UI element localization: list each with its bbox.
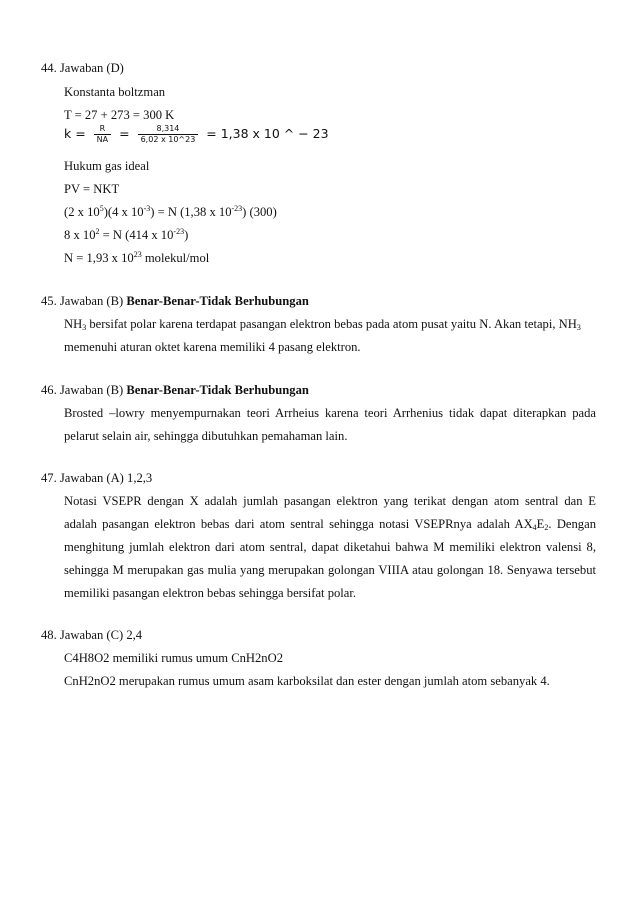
q48-line-2: CnH2nO2 merupakan rumus umum asam karboksilat dan ester dengan jumlah atom sebanyak 4.	[64, 674, 550, 688]
frac-denominator-avogadro: 6,02 x 10^23	[140, 135, 196, 144]
fraction-value	[138, 124, 199, 145]
q44-answer: 44. Jawaban (D)	[41, 61, 124, 75]
q44-line-pv-nkt: PV = NKT	[64, 182, 120, 196]
q45-answer: 45. Jawaban (B) Benar-Benar-Tidak Berhubungan	[41, 294, 309, 308]
q46-answer: 46. Jawaban (B) Benar-Benar-Tidak Berhubungan	[41, 383, 309, 397]
q45-line-2: memenuhi aturan oktet karena memiliki 4 pasang elektron.	[64, 340, 361, 354]
q44-boltzmann-equation	[64, 124, 329, 145]
q47-answer: 47. Jawaban (A) 1,2,3	[41, 471, 153, 485]
q48-line-1: C4H8O2 memiliki rumus umum CnH2nO2	[64, 651, 283, 665]
q48-answer: 48. Jawaban (C) 2,4	[41, 628, 143, 642]
q45-line-1: $NH_3$ bersifat polar karena terdapat pasangan elektron bebas pada atom pusat yaitu N. Akan tetapi, $NH_3$	[64, 317, 581, 332]
q47-line-2: adalah pasangan elektron bebas dari atom sentral sehingga notasi VSEPRnya adalah $AX_4E_2$. Dengan	[64, 517, 596, 532]
q44-line-temperature: T = 27 + 273 = 300 K	[64, 108, 175, 122]
k-result: = 1,38 x 10 ^ − 23	[206, 126, 329, 141]
frac-denominator-na: NA	[96, 135, 109, 144]
frac-numerator-8314: 8,314	[138, 124, 199, 135]
q47-line-3: menghitung jumlah elektron dari atom sentral, dapat diketahui bahwa M memiliki elektron valensi 8,	[64, 540, 596, 554]
q46-line-2: pelarut selain air, sehingga dibutuhkan pemahaman lain.	[64, 429, 348, 443]
q47-line-1: Notasi VSEPR dengan X adalah jumlah pasangan elektron yang terikat dengan atom sentral dan E	[64, 494, 596, 508]
q46-line-1: Brosted –lowry menyempurnakan teori Arrheius karena teori Arrhenius tidak dapat diterapkan pada	[64, 406, 596, 420]
q44-line-simplified: 8 x $10^2 = N$ (414 x $10^{-23}$)	[64, 227, 189, 242]
q44-line-substitution: (2 x $10^5)(4$ x $10^{-3}) = N$ (1,38 x $10^{-23}$) (300)	[64, 204, 277, 219]
k-lhs: k =	[64, 126, 86, 141]
q47-line-4: sehingga M merupakan gas mulia yang merupakan golongan VIIIA atau golongan 18. Senyawa tersebut	[64, 563, 596, 577]
q44-line-hukum-gas: Hukum gas ideal	[64, 159, 150, 173]
q47-line-5: memiliki pasangan elektron bebas sehingga bersifat polar.	[64, 586, 357, 600]
q44-line-result: N = 1,93 x $10^{23}$ molekul/mol	[64, 250, 210, 265]
q44-line-konstanta: Konstanta boltzman	[64, 85, 166, 99]
frac-numerator-r: R	[94, 124, 111, 135]
k-equals: =	[119, 126, 130, 141]
fraction-r-over-na	[94, 124, 111, 145]
